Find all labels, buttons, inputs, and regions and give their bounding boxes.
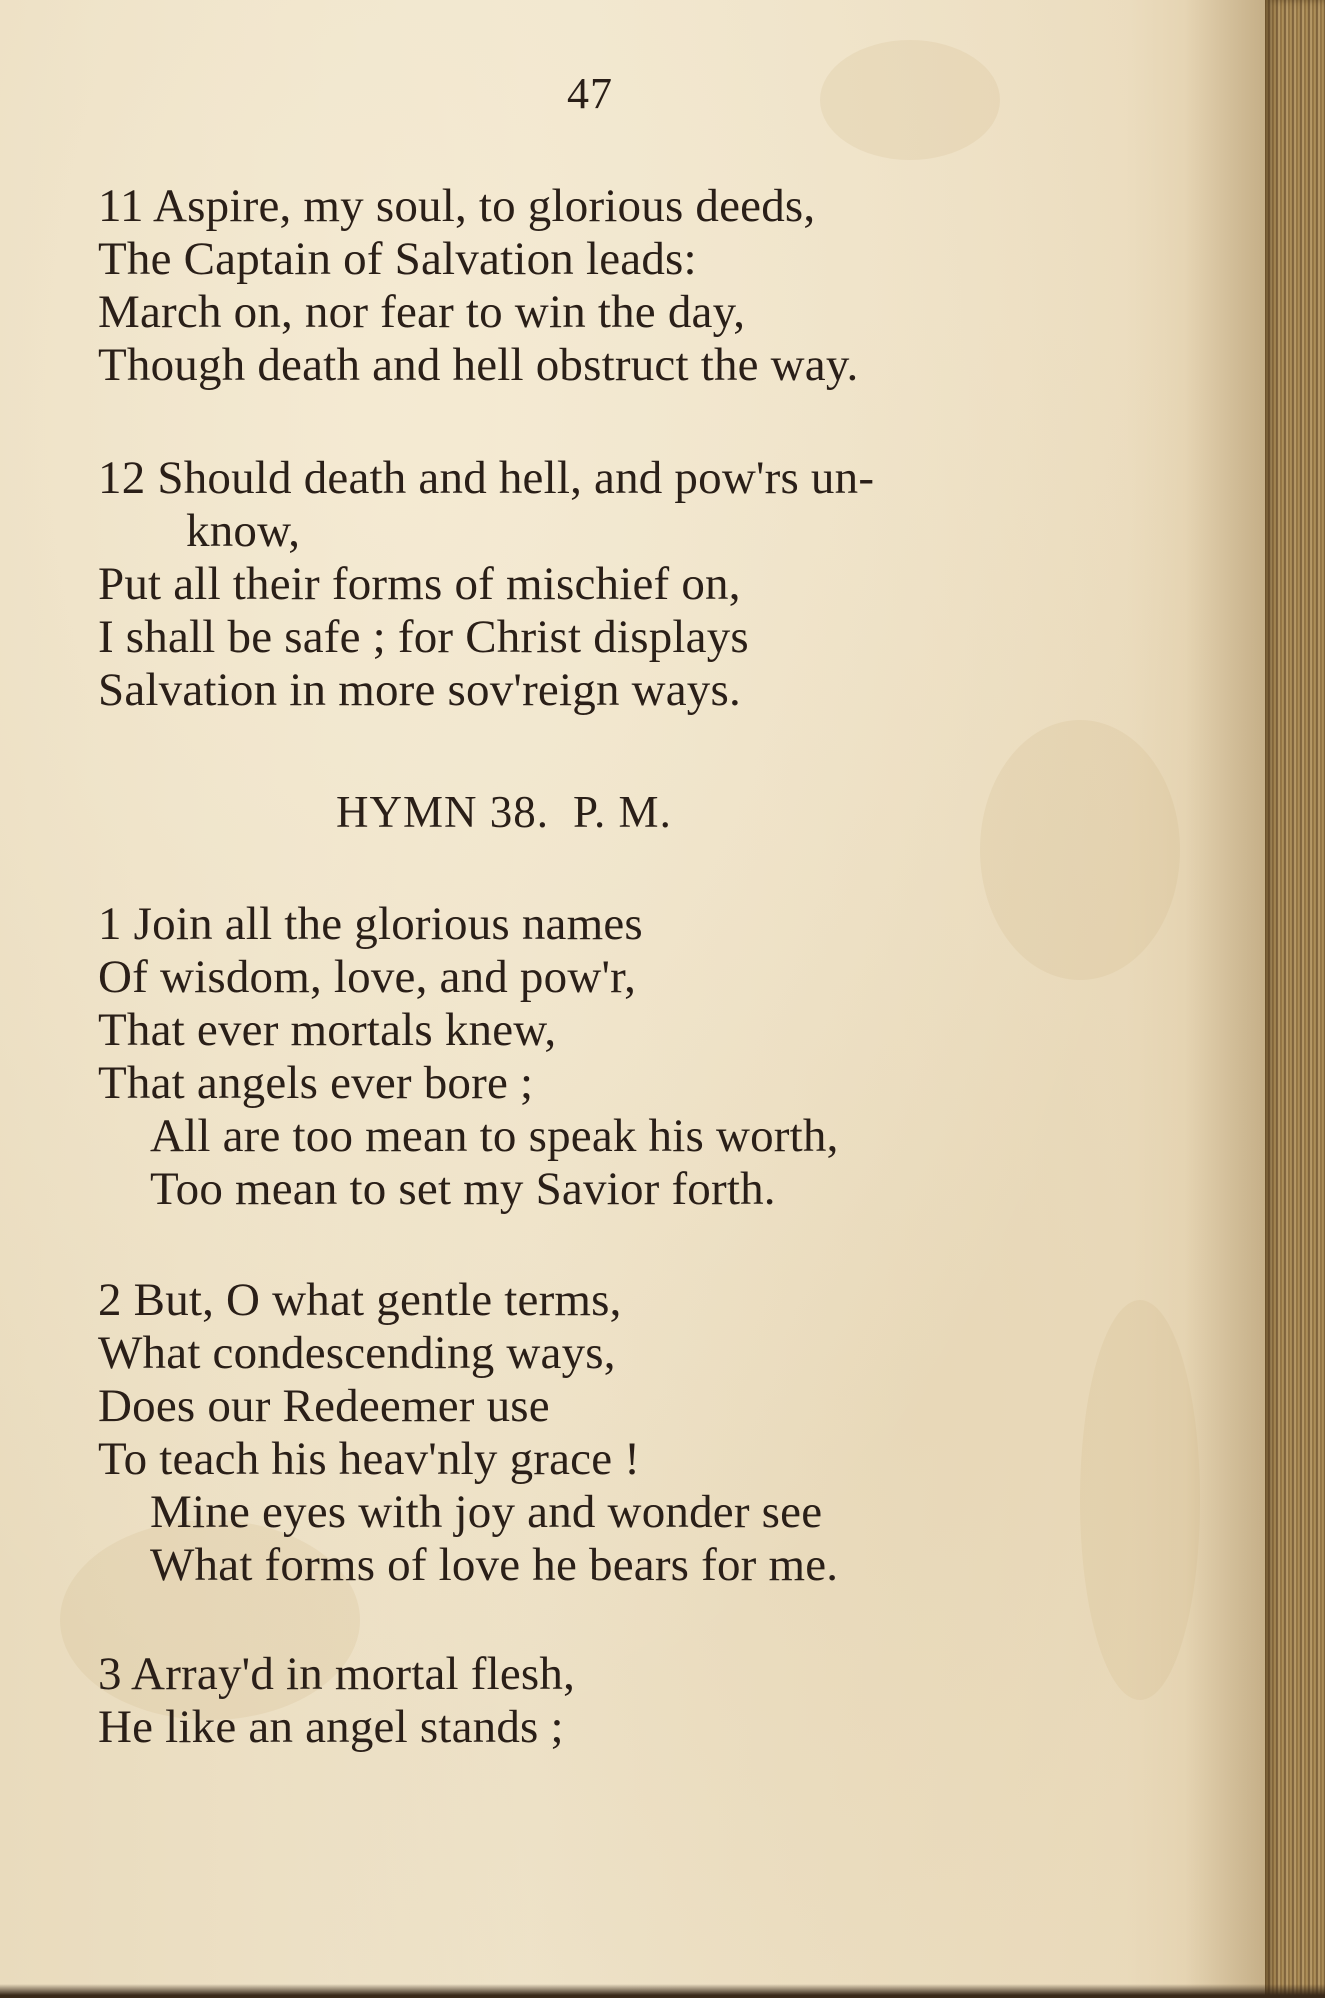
verse-line: To teach his heav'nly grace ! xyxy=(98,1433,641,1485)
verse-line: I shall be safe ; for Christ displays xyxy=(98,611,749,663)
stanza-2 xyxy=(98,1274,1078,1592)
verse-line: 2 But, O what gentle terms, xyxy=(98,1274,622,1326)
page-number: 47 xyxy=(567,69,613,118)
verse-line: The Captain of Salvation leads: xyxy=(98,233,697,285)
hymn-heading xyxy=(336,786,672,838)
hymn-number: HYMN 38. xyxy=(336,787,550,837)
verse-line: 1 Join all the glorious names xyxy=(98,898,643,950)
verse-line: 12 Should death and hell, and pow'rs un- xyxy=(98,452,875,504)
verse-line: Of wisdom, love, and pow'r, xyxy=(98,951,637,1003)
verse-line: Does our Redeemer use xyxy=(98,1380,550,1432)
page-gutter-shadow xyxy=(1185,0,1265,1998)
verse-line-refrain: All are too mean to speak his worth, xyxy=(150,1110,839,1162)
verse-line-refrain: Too mean to set my Savior forth. xyxy=(150,1163,776,1215)
stanza-12 xyxy=(98,452,1078,717)
verse-line: Salvation in more sov'reign ways. xyxy=(98,664,741,716)
stanza-3 xyxy=(98,1648,1078,1754)
verse-line: What condescending ways, xyxy=(98,1327,616,1379)
verse-line: 11 Aspire, my soul, to glorious deeds, xyxy=(98,180,816,232)
hymn-meter: P. M. xyxy=(573,787,672,837)
verse-line: March on, nor fear to win the day, xyxy=(98,286,746,338)
book-page-edges xyxy=(1265,0,1325,1998)
verse-line: Put all their forms of mischief on, xyxy=(98,558,741,610)
verse-line: Though death and hell obstruct the way. xyxy=(98,339,859,391)
paper-stain xyxy=(1080,1300,1200,1700)
verse-line-refrain: Mine eyes with joy and wonder see xyxy=(150,1486,823,1538)
stanza-11 xyxy=(98,180,1078,392)
stanza-1 xyxy=(98,898,1078,1216)
paper-stain xyxy=(820,40,1000,160)
verse-line: That angels ever bore ; xyxy=(98,1057,534,1109)
verse-line: That ever mortals knew, xyxy=(98,1004,557,1056)
page-bottom-edge xyxy=(0,1984,1325,1998)
verse-line-refrain: What forms of love he bears for me. xyxy=(150,1539,839,1591)
verse-line-continuation: know, xyxy=(186,505,301,557)
verse-line: 3 Array'd in mortal flesh, xyxy=(98,1648,576,1700)
verse-line: He like an angel stands ; xyxy=(98,1701,564,1753)
